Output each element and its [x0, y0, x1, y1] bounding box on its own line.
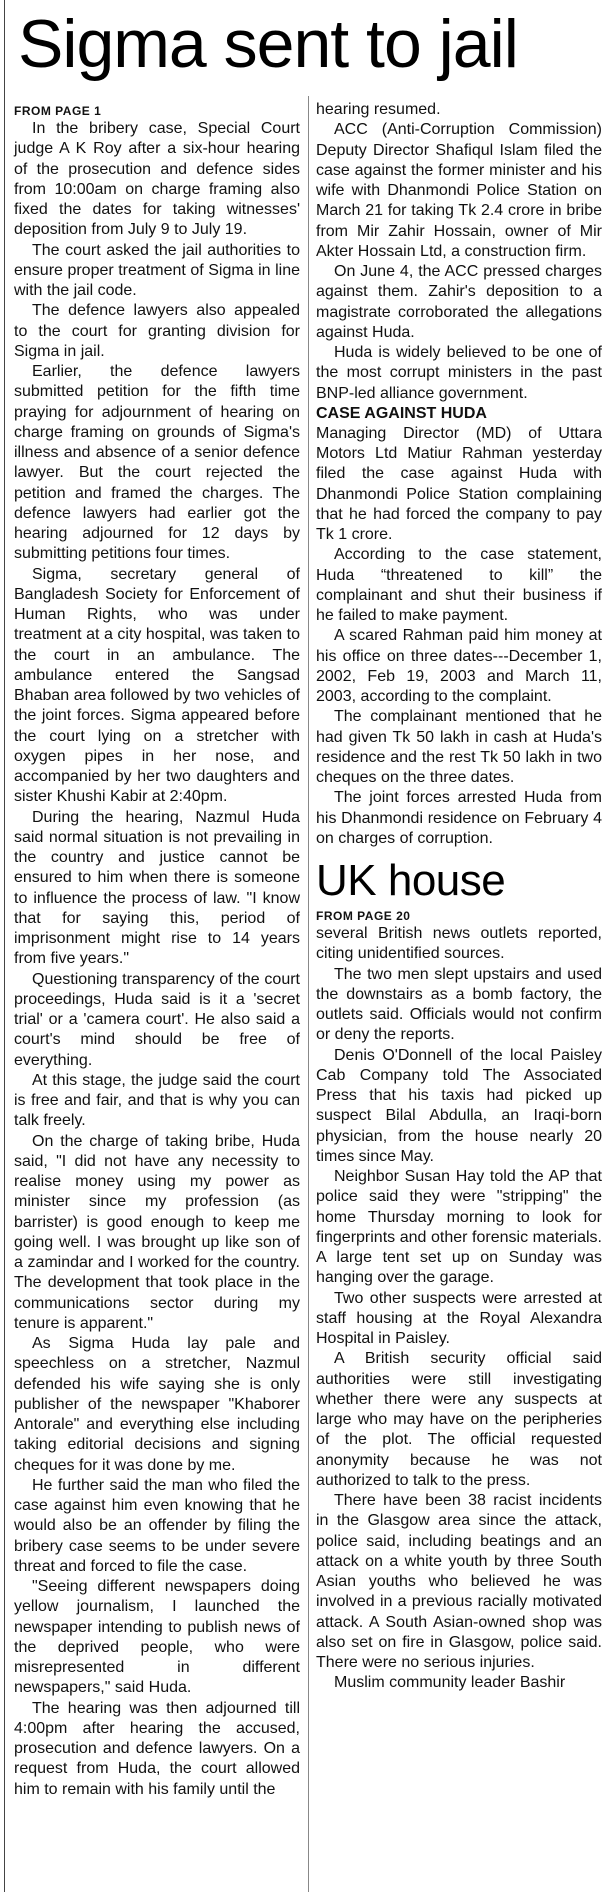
paragraph: A British security official said authorities were still investigating whether there were any suspects at large who may have on the peripheries of the plot. The official requested anonymity because he was not authorized to talk to the press.	[316, 1350, 602, 1489]
paragraph: The joint forces arrested Huda from his Dhanmondi residence on February 4 on charges of corruption.	[316, 789, 602, 847]
column-divider	[308, 96, 309, 1892]
left-column-body	[14, 119, 300, 1800]
paragraph: Earlier, the defence lawyers submitted petition for the fifth time praying for adjournment of hearing on charge framing on grounds of Sigma's illness and absence of a senior defence lawyer. But the court rejected the petition and framed the charges. The defence lawyers had earlier got the hearing adjourned for 12 days by submitting petitions four times.	[14, 363, 300, 563]
left-border-rule	[4, 0, 5, 1892]
paragraph: several British news outlets reported, citing unidentified sources.	[316, 925, 602, 963]
paragraph: The hearing was then adjourned till 4:00pm after hearing the accused, prosecution and defence lawyers. On a request from Huda, the court allowed him to remain with his family until the	[14, 1699, 300, 1798]
paragraph: hearing resumed.	[316, 101, 441, 118]
paragraph: Sigma, secretary general of Bangladesh Society for Enforcement of Human Rights, who was under treatment at a city hospital, was taken to the court in an ambulance. The ambulance entered the Sangsad Bhaban area followed by two vehicles of the joint forces. Sigma appeared before the court lying on a stretcher with oxygen pipes in her nose, and accompanied by her two daughters and sister Khushi Kabir at 2:40pm.	[14, 565, 300, 806]
paragraph: ACC (Anti-Corruption Commission) Deputy Director Shafiqul Islam filed the case against the former minister and his wife with Dhanmondi Police Station on March 21 for taking Tk 2.4 crore in bribe from Mir Zahir Hossain, owner of Mir Akter Hossain Ltd, a construction firm.	[316, 121, 602, 260]
paragraph: Two other suspects were arrested at staff housing at the Royal Alexandra Hospital in Paisley.	[316, 1289, 602, 1347]
paragraph: On June 4, the ACC pressed charges against them. Zahir's deposition to a magistrate corroborated the allegations against Huda.	[316, 263, 602, 341]
right-column-body	[316, 100, 602, 404]
paragraph: The two men slept upstairs and used the downstairs as a bomb factory, the outlets said. Officials would not confirm or deny the reports.	[316, 965, 602, 1044]
case-section-body	[316, 424, 602, 849]
paragraph: The court asked the jail authorities to ensure proper treatment of Sigma in line with the jail code.	[14, 241, 300, 299]
paragraph: There have been 38 racist incidents in the Glasgow area since the attack, police said, including beatings and an attack on a white youth by three South Asian youths who believed he was involved in a previous racially motivated attack. A South Asian-owned shop was also set on fire in Glasgow, police said. There were no serious injuries.	[316, 1492, 602, 1671]
second-article-headline: UK house	[316, 856, 506, 905]
paragraph: During the hearing, Nazmul Huda said normal situation is not prevailing in the country and justice cannot be ensured to him when there is someone to influence the process of law. "I know that for saying this, period of imprisonment might rise to 14 years from five years."	[14, 808, 300, 968]
article-headline: Sigma sent to jail	[18, 6, 518, 82]
paragraph: A scared Rahman paid him money at his office on three dates---December 1, 2002, Feb 19, 2003 and March 11, 2003, according to the complaint.	[316, 627, 602, 705]
paragraph: Muslim community leader Bashir	[334, 1674, 566, 1692]
right-column	[316, 100, 602, 1694]
paragraph: "Seeing different newspapers doing yellow journalism, I launched the newspaper intending to publish news of the deprived people, who were misrepresented in different newspapers," said Huda.	[14, 1578, 300, 1697]
paragraph: The complainant mentioned that he had given Tk 50 lakh in cash at Huda's residence and the rest Tk 50 lakh in two cheques on the three dates.	[316, 708, 602, 786]
paragraph: On the charge of taking bribe, Huda said, "I did not have any necessity to realise money using my power as minister since my profession (as barrister) is good enough to keep me going well. I was brought up like son of a zamindar and I worked for the country. The development that took place in the communications sector during my tenure is apparent."	[14, 1132, 300, 1332]
paragraph: Huda is widely believed to be one of the most corrupt ministers in the past BNP-led alliance government.	[316, 344, 602, 402]
second-article-continued-label: FROM PAGE 20	[316, 909, 411, 923]
paragraph: At this stage, the judge said the court is free and fair, and that is why you can talk freely.	[14, 1071, 300, 1130]
paragraph: Managing Director (MD) of Uttara Motors Ltd Matiur Rahman yesterday filed the case against Huda with Dhanmondi Police Station complaining that he had forced the company to pay Tk 1 crore.	[316, 424, 602, 543]
paragraph: In the bribery case, Special Court judge A K Roy after a six-hour hearing of the prosecution and defence sides from 10:00am on charge framing also fixed the dates for taking witnesses' deposition from July 9 to July 19.	[14, 120, 300, 239]
paragraph: Neighbor Susan Hay told the AP that police said they were "stripping" the home Thursday morning to look for fingerprints and other forensic materials. A large tent set up on Sunday was hanging over the garage.	[316, 1168, 602, 1287]
paragraph: Denis O'Donnell of the local Paisley Cab Company told The Associated Press that his taxis had picked up suspect Bilal Abdulla, an Iraqi-born physician, from the house nearly 20 times since May.	[316, 1046, 602, 1165]
left-column	[14, 104, 300, 1800]
paragraph: The defence lawyers also appealed to the court for granting division for Sigma in jail.	[14, 302, 300, 360]
second-article-body	[316, 924, 602, 1694]
section-subhead: CASE AGAINST HUDA	[316, 404, 487, 422]
continued-from-label: FROM PAGE 1	[14, 104, 102, 118]
paragraph: As Sigma Huda lay pale and speechless on a stretcher, Nazmul defended his wife saying she is only publisher of the newspaper "Khaborer Antorale" and everything else including taking editorial decisions and signing cheques for it was done by me.	[14, 1335, 300, 1474]
paragraph: Questioning transparency of the court proceedings, Huda said is it a 'secret trial' or a 'camera court'. He also said a court's mind should be free of everything.	[14, 970, 300, 1069]
paragraph: He further said the man who filed the case against him even knowing that he would also be an offender by filing the bribery case seems to be under severe threat and forced to file the case.	[14, 1476, 300, 1575]
paragraph: According to the case statement, Huda “threatened to kill” the complainant and shut their business if he failed to make payment.	[316, 546, 602, 624]
